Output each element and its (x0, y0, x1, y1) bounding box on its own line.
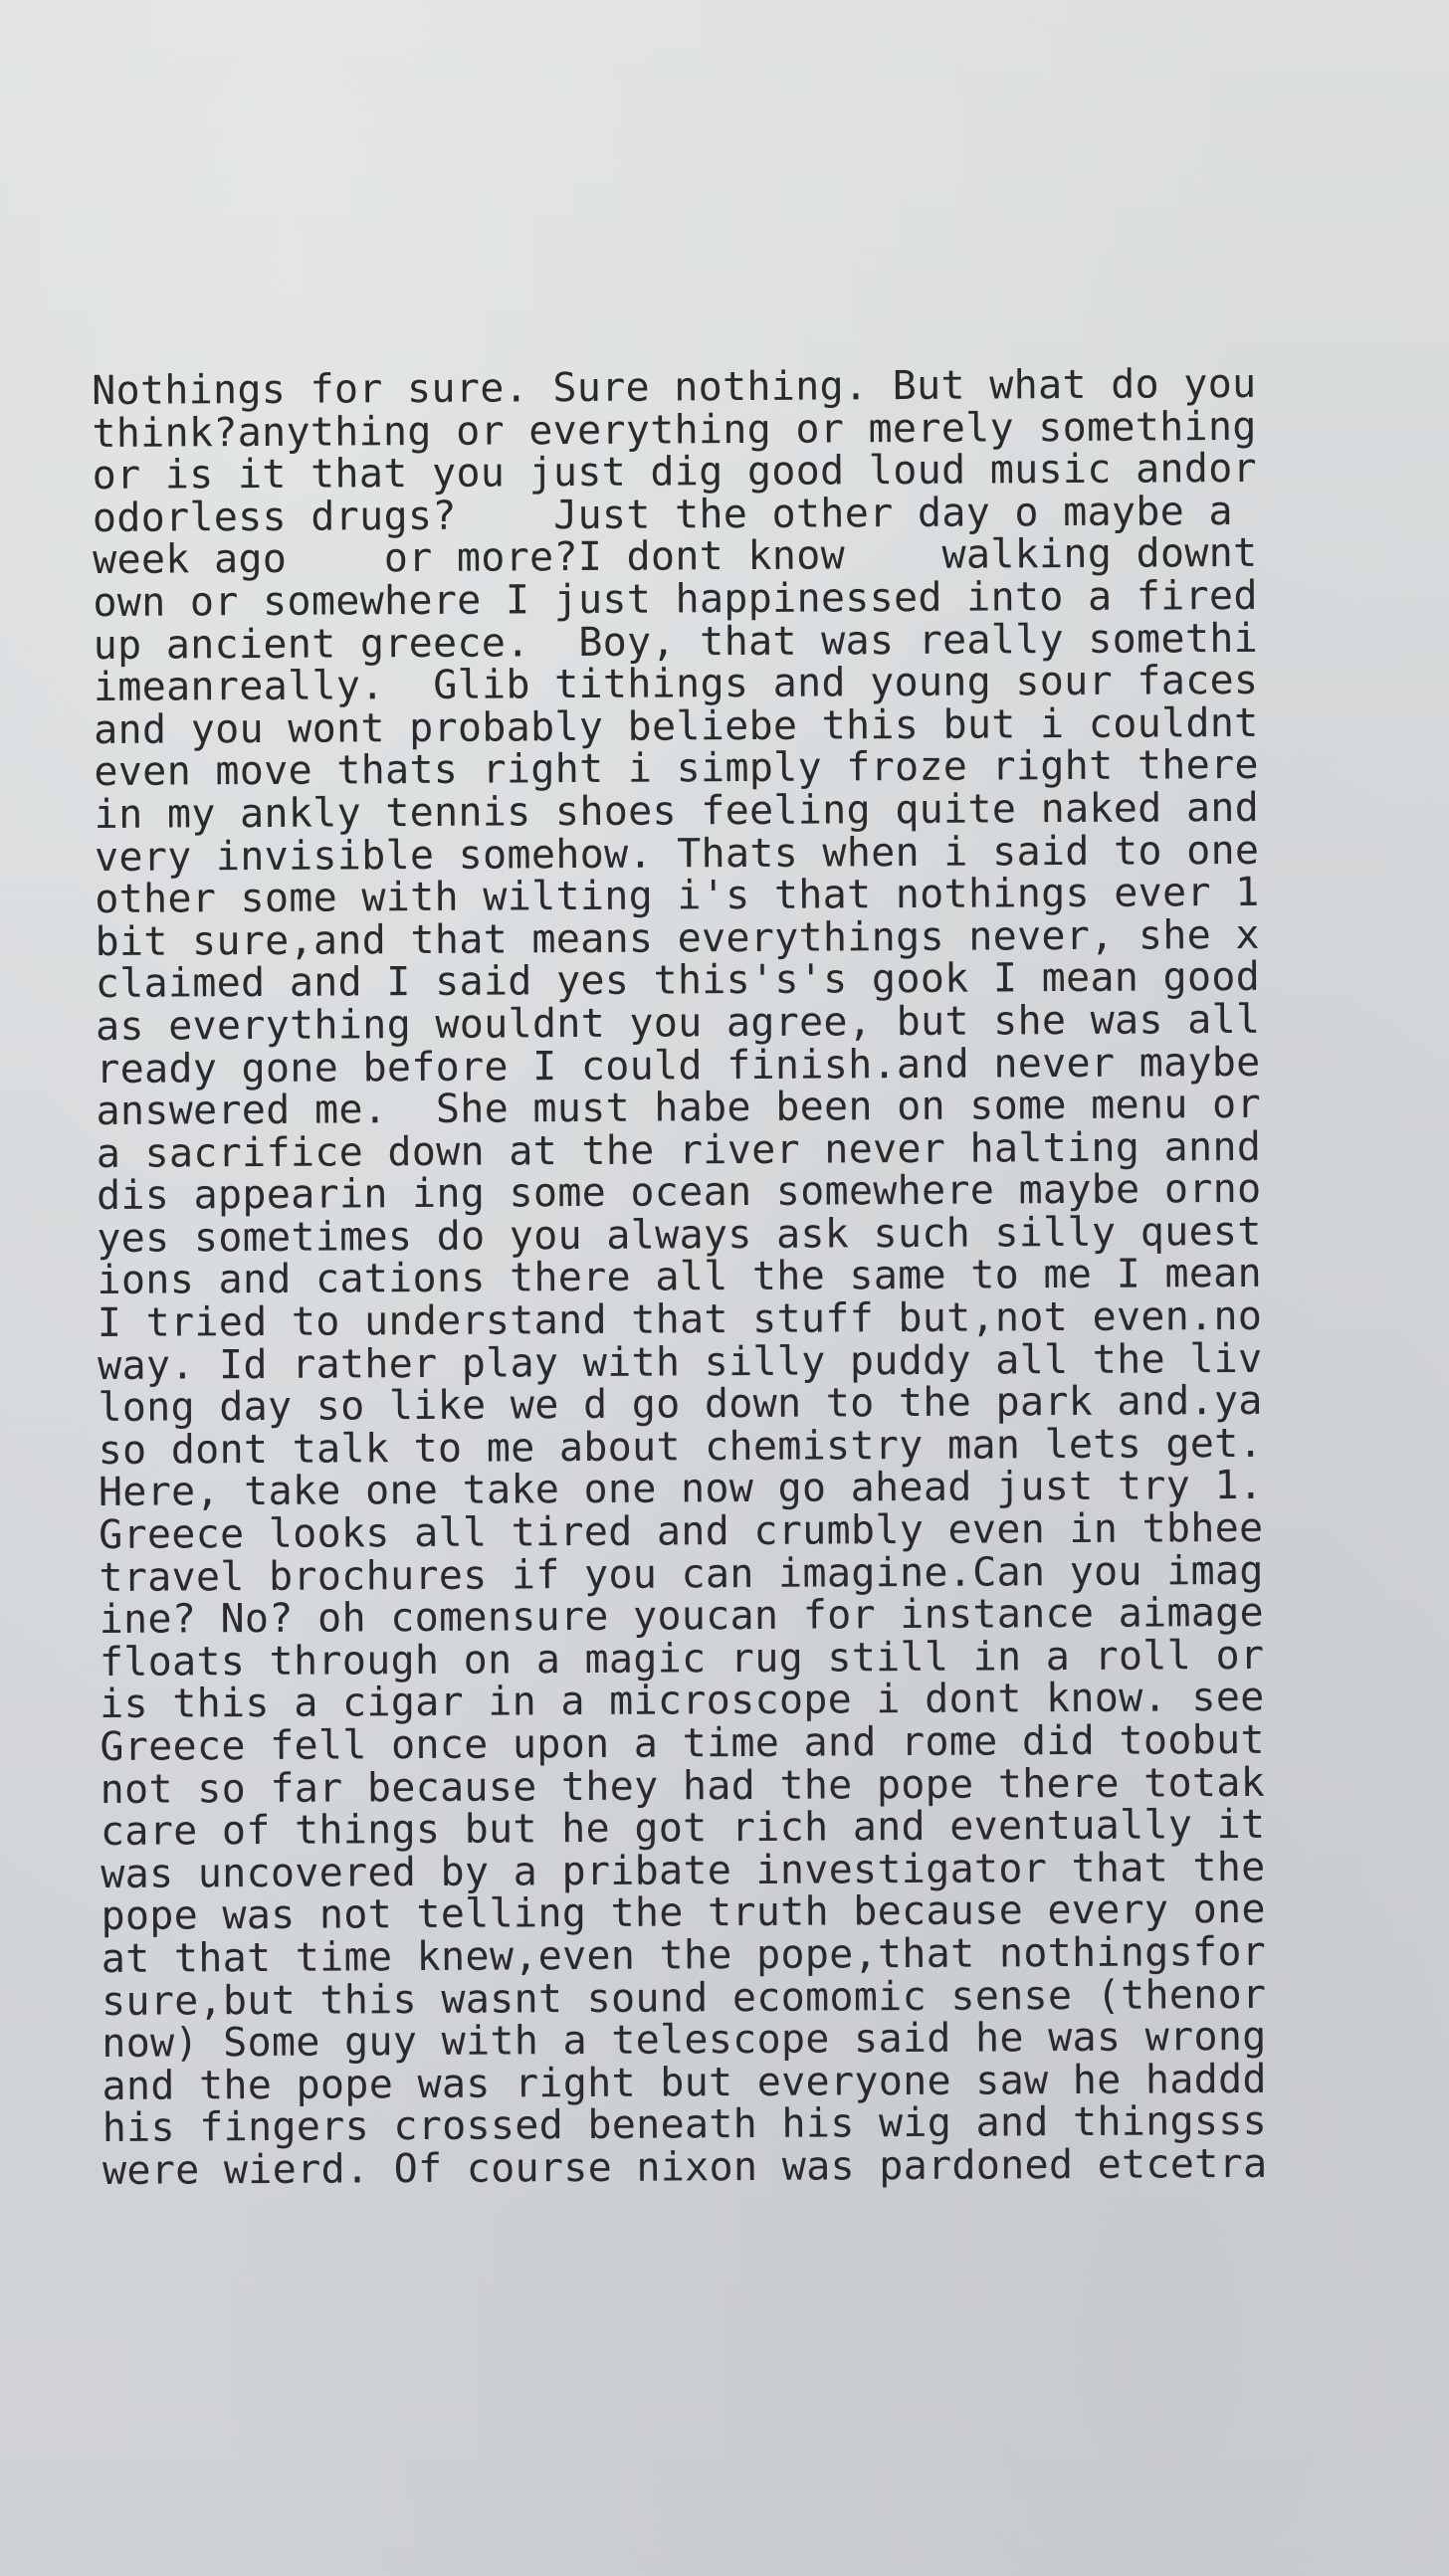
text-line-5: week ago or more?I dont know walking downt (93, 530, 1258, 584)
text-line-34: not so far because they had the pope there totak (100, 1759, 1266, 1813)
text-line-8: imeanreally. Glib tithings and young sour faces (93, 658, 1259, 711)
text-line-39: sure,but this wasnt sound ecomomic sense (thenor (101, 1971, 1267, 2025)
text-line-36: was uncovered by a pribate investigator that the (101, 1844, 1266, 1897)
text-line-9: and you wont probably beliebe this but i couldnt (94, 699, 1259, 753)
text-line-17: ready gone before I could finish.and never maybe (96, 1039, 1261, 1092)
text-line-2: think?anything or everything or merely something (92, 403, 1257, 457)
text-line-12: very invisible somehow. Thats when i said to one (94, 827, 1260, 881)
text-line-4: odorless drugs? Just the other day o maybe a (92, 488, 1233, 541)
text-line-7: up ancient greece. Boy, that was really somethi (93, 615, 1259, 669)
text-line-24: way. Id rather play with silly puddy all the liv (97, 1335, 1263, 1389)
text-line-25: long day so like we d go down to the park and.ya (98, 1378, 1263, 1432)
text-line-27: Here, take one take one now go ahead just try 1. (98, 1463, 1264, 1516)
text-line-15: claimed and I said yes this's's gook I mean good (95, 954, 1261, 1008)
text-line-3: or is it that you just dig good loud music andor (92, 446, 1258, 499)
text-line-22: ions and cations there all the same to me I mean (97, 1251, 1263, 1304)
text-line-41: and the pope was right but everyone saw he haddd (102, 2056, 1267, 2109)
text-line-6: own or somewhere I just happinessed into a fired (93, 572, 1258, 626)
text-line-1: Nothings for sure. Sure nothing. But what do you (91, 360, 1257, 414)
text-line-23: I tried to understand that stuff but,not even.no (97, 1292, 1263, 1347)
text-line-28: Greece looks all tired and crumbly even in tbhee (99, 1504, 1264, 1559)
text-line-31: floats through on a magic rug still in a roll or (99, 1632, 1265, 1685)
text-line-35: care of things but he got rich and eventually it (100, 1802, 1266, 1856)
text-line-14: bit sure,and that means everythings never, she x (95, 911, 1260, 965)
text-line-30: ine? No? oh comensure youcan for instance aimage (99, 1590, 1265, 1644)
text-line-42: his fingers crossed beneath his wig and thingsss (102, 2098, 1268, 2152)
text-line-29: travel brochures if you can imagine.Can you imag (99, 1547, 1264, 1601)
text-line-13: other some with wilting i's that nothings ever 1 (95, 869, 1260, 923)
text-line-33: Greece fell once upon a time and rome did toobut (100, 1716, 1265, 1770)
text-line-26: so dont talk to me about chemistry man lets get. (98, 1420, 1264, 1474)
text-line-37: pope was not telling the truth because every one (101, 1886, 1266, 1940)
typewritten-text (92, 362, 1386, 2192)
text-line-43: were wierd. Of course nixon was pardoned etcetra (102, 2140, 1268, 2194)
text-line-11: in my ankly tennis shoes feeling quite naked and (94, 784, 1260, 838)
text-line-10: even move thats right i simply froze right there (94, 742, 1259, 796)
text-line-40: now) Some guy with a telescope said he was wrong (102, 2013, 1267, 2068)
text-line-21: yes sometimes do you always ask such silly quest (97, 1208, 1262, 1262)
text-line-32: is this a cigar in a microscope i dont know. see (100, 1675, 1265, 1728)
text-line-16: as everything wouldnt you agree, but she was all (95, 996, 1261, 1050)
text-line-20: dis appearin ing some ocean somewhere maybe orno (96, 1166, 1262, 1220)
text-line-38: at that time knew,even the pope,that nothingsfor (101, 1928, 1267, 1982)
text-line-19: a sacrifice down at the river never halting annd (96, 1123, 1262, 1177)
text-line-18: answered me. She must habe been on some menu or (96, 1081, 1262, 1135)
